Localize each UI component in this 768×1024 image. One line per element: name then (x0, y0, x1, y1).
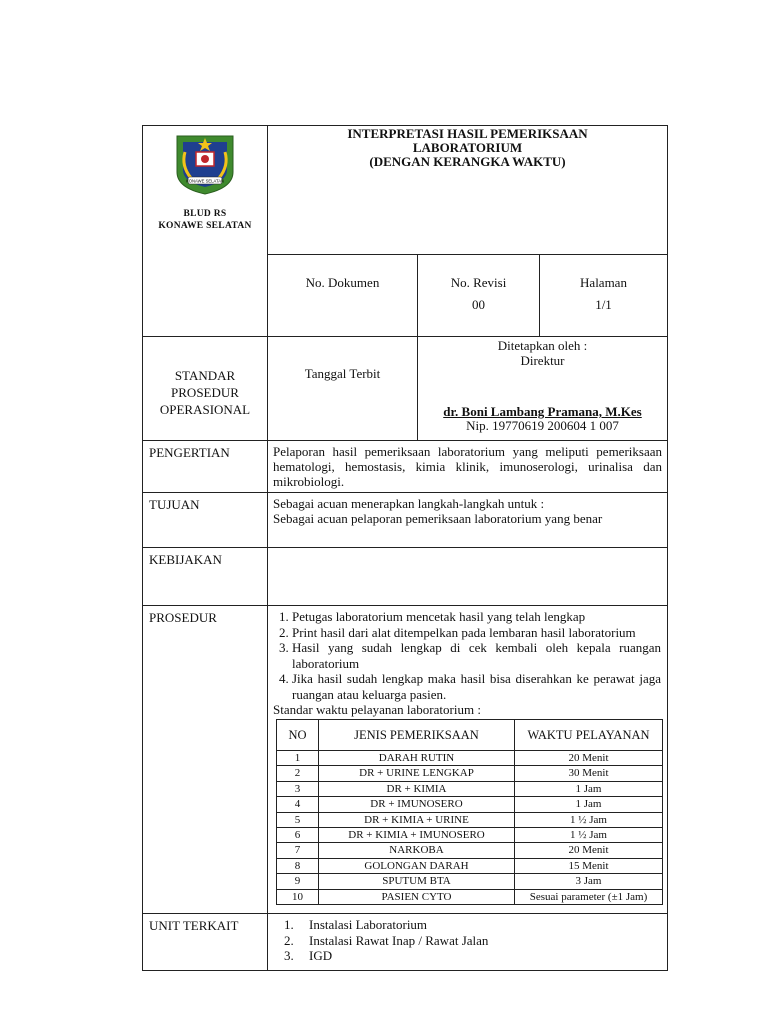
row-waktu: 1 ½ Jam (515, 827, 663, 842)
prosedur-label: PROSEDUR (143, 606, 268, 914)
hospital-name-line2: KONAWE SELATAN (158, 221, 252, 231)
sop-document (142, 125, 667, 971)
title-line3: (DENGAN KERANGKA WAKTU) (369, 154, 566, 169)
prosedur-content (268, 606, 668, 914)
hospital-identity-cell (143, 126, 268, 337)
prosedur-steps (273, 609, 661, 702)
list-item: 2. Instalasi Rawat Inap / Rawat Jalan (297, 933, 662, 949)
row-no: 5 (277, 812, 319, 827)
halaman-value: 1/1 (595, 297, 612, 312)
pengertian-text: Pelaporan hasil pemeriksaan laboratorium yang meliputi pemeriksaan hematologi, hemostasis, kimia klinik, imunoserologi, urinalisa dan mikrobiologi. (268, 441, 668, 493)
table-row (277, 827, 663, 842)
sop-label-cell (143, 337, 268, 441)
col-header-jenis: JENIS PEMERIKSAAN (319, 720, 515, 751)
ditetapkan-cell (418, 337, 668, 441)
document-title (268, 126, 668, 255)
no-revisi-value: 00 (472, 297, 485, 312)
ditetapkan-label: Ditetapkan oleh : (497, 338, 588, 353)
table-row (277, 858, 663, 873)
row-no: 7 (277, 843, 319, 858)
signer-nip: Nip. 19770619 200604 1 007 (466, 418, 619, 433)
col-header-no: NO (277, 720, 319, 751)
service-time-header (277, 720, 663, 751)
hospital-name-line1: BLUD RS (183, 209, 227, 219)
no-dokumen-label: No. Dokumen (305, 275, 380, 290)
row-jenis: DR + KIMIA (319, 781, 515, 796)
table-row (277, 889, 663, 904)
row-jenis: DR + URINE LENGKAP (319, 766, 515, 781)
unit-terkait-content (268, 914, 668, 971)
row-no: 10 (277, 889, 319, 904)
tujuan-line1: Sebagai acuan menerapkan langkah-langkah untuk : (273, 496, 545, 511)
unit-terkait-label: UNIT TERKAIT (143, 914, 268, 971)
table-row (277, 751, 663, 766)
prosedur-step: 2. Print hasil dari alat ditempelkan pada lembaran hasil laboratorium (292, 625, 661, 641)
table-row (277, 843, 663, 858)
row-waktu: 15 Menit (515, 858, 663, 873)
table-row (277, 812, 663, 827)
row-no: 4 (277, 797, 319, 812)
row-jenis: NARKOBA (319, 843, 515, 858)
row-waktu: 20 Menit (515, 843, 663, 858)
tujuan-line2: Sebagai acuan pelaporan pemeriksaan laboratorium yang benar (273, 511, 603, 526)
row-no: 6 (277, 827, 319, 842)
title-line2: LABORATORIUM (412, 140, 523, 155)
table-row (277, 874, 663, 889)
row-no: 9 (277, 874, 319, 889)
table-row (277, 766, 663, 781)
tanggal-terbit-label: Tanggal Terbit (304, 366, 381, 381)
title-line1: INTERPRETASI HASIL PEMERIKSAAN (347, 126, 588, 141)
row-waktu: 3 Jam (515, 874, 663, 889)
halaman-label: Halaman (580, 275, 627, 290)
row-no: 2 (277, 766, 319, 781)
list-item: 3. IGD (297, 948, 662, 964)
row-waktu: 1 Jam (515, 781, 663, 796)
signer-name: dr. Boni Lambang Pramana, M.Kes (443, 404, 642, 419)
tanggal-terbit-cell (268, 337, 418, 441)
row-waktu: 30 Menit (515, 766, 663, 781)
row-jenis: GOLONGAN DARAH (319, 858, 515, 873)
ditetapkan-role: Direktur (520, 353, 565, 368)
hospital-name (143, 208, 267, 232)
sop-label-line1: STANDAR (174, 368, 236, 383)
prosedur-step: 4. Jika hasil sudah lengkap maka hasil bisa diserahkan ke perawat jaga ruangan atau keluarga pasien. (292, 671, 661, 702)
kebijakan-text (268, 548, 668, 606)
pengertian-label: PENGERTIAN (143, 441, 268, 493)
sop-label (143, 367, 267, 418)
kebijakan-label: KEBIJAKAN (143, 548, 268, 606)
table-row (277, 781, 663, 796)
sop-label-line2: PROSEDUR (171, 385, 239, 400)
no-revisi-cell (418, 255, 540, 337)
prosedur-step: 3. Hasil yang sudah lengkap di cek kembali oleh kepala ruangan laboratorium (292, 640, 661, 671)
row-jenis: DR + IMUNOSERO (319, 797, 515, 812)
row-jenis: DARAH RUTIN (319, 751, 515, 766)
tujuan-text (268, 493, 668, 548)
no-dokumen-cell (268, 255, 418, 337)
standar-waktu-label: Standar waktu pelayanan laboratorium : (273, 702, 481, 717)
hospital-logo (169, 132, 241, 196)
halaman-cell (540, 255, 668, 337)
service-time-table (276, 719, 663, 905)
table-row (277, 797, 663, 812)
sop-table (142, 125, 668, 971)
row-no: 8 (277, 858, 319, 873)
tujuan-label: TUJUAN (143, 493, 268, 548)
row-no: 1 (277, 751, 319, 766)
row-no: 3 (277, 781, 319, 796)
logo-ribbon-text: KONAWE SELATAN (185, 178, 225, 184)
unit-terkait-list (273, 917, 662, 964)
prosedur-step: 1. Petugas laboratorium mencetak hasil yang telah lengkap (292, 609, 661, 625)
col-header-waktu: WAKTU PELAYANAN (515, 720, 663, 751)
row-waktu: 1 Jam (515, 797, 663, 812)
row-jenis: DR + KIMIA + IMUNOSERO (319, 827, 515, 842)
sop-label-line3: OPERASIONAL (159, 402, 251, 417)
row-jenis: DR + KIMIA + URINE (319, 812, 515, 827)
no-revisi-label: No. Revisi (450, 275, 507, 290)
row-jenis: SPUTUM BTA (319, 874, 515, 889)
row-waktu: Sesuai parameter (±1 Jam) (515, 889, 663, 904)
row-waktu: 1 ½ Jam (515, 812, 663, 827)
row-jenis: PASIEN CYTO (319, 889, 515, 904)
row-waktu: 20 Menit (515, 751, 663, 766)
list-item: 1. Instalasi Laboratorium (297, 917, 662, 933)
